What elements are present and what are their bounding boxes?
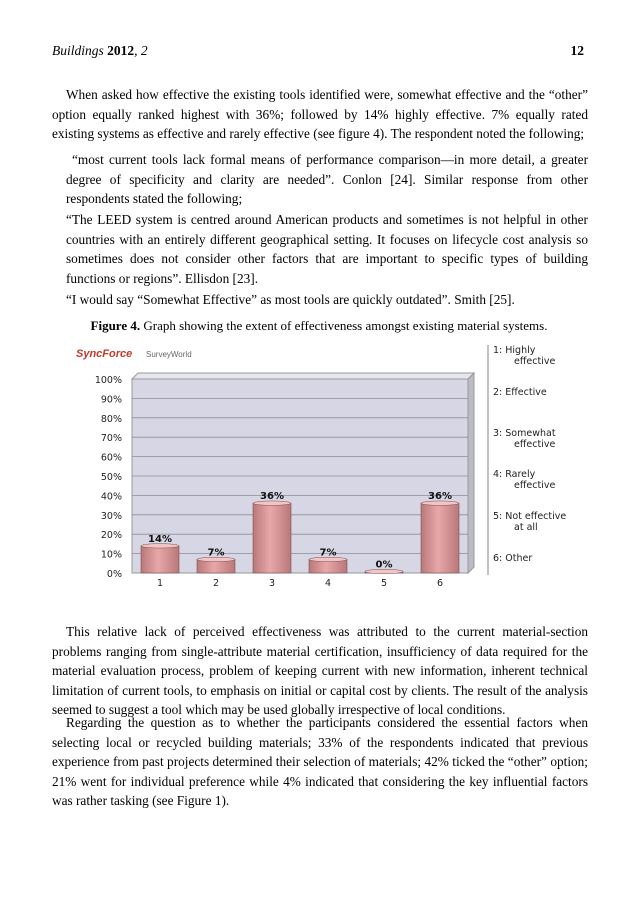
bar-3 (253, 503, 291, 573)
y-tick-label: 100% (94, 375, 122, 386)
data-label-1: 14% (148, 533, 172, 545)
paragraph-essential-factors: Regarding the question as to whether the participants considered the essential factors when selecting local or recycled building materials; 33% of the respondents indicated that previous experience from past projects determined their selection of materials; 42% ticked the “other” option; 21% went for individual preference while 4% indicated that considering the key influential factors was rather tasking (see Figure 1). (52, 715, 588, 809)
legend-entry-1: 1: Highly (493, 345, 536, 356)
plot-side-edge (468, 373, 474, 573)
legend-entry-6: 6: Other (493, 553, 533, 564)
journal-year: 2012 (107, 43, 135, 58)
legend-entry-3: effective (514, 439, 556, 450)
y-tick-label: 90% (100, 394, 122, 406)
legend-entry-1: effective (514, 356, 556, 367)
quote-smith: “I would say “Somewhat Effective” as most tools are quickly outdated”. Smith [25]. (66, 292, 515, 307)
y-tick-label: 40% (100, 491, 122, 503)
quote-conlon: “most current tools lack formal means of performance comparison—in more detail, a greater degree of specificity and clarity are needed”. Conlon [24]. Similar response from other respondents stated the following; (66, 152, 588, 207)
legend-entry-2: 2: Effective (493, 387, 547, 398)
page-number: 12 (570, 43, 584, 58)
bar-6 (421, 503, 459, 573)
bar-1 (141, 546, 179, 573)
journal-volume: , 2 (134, 43, 148, 58)
x-tick-label: 1 (156, 578, 164, 589)
figure-caption (0, 318, 638, 334)
logo-sub: SurveyWorld (146, 350, 192, 359)
y-tick-label: 80% (100, 413, 122, 425)
y-tick-label: 60% (100, 452, 122, 464)
x-tick-label: 2 (212, 578, 220, 589)
y-tick-label: 10% (100, 549, 122, 561)
y-tick-label: 50% (100, 472, 122, 483)
legend-entry-4: effective (514, 480, 556, 491)
plot-top-edge (132, 373, 474, 379)
legend-entry-5: 5: Not effective (493, 511, 567, 522)
x-tick-label: 5 (380, 578, 388, 589)
figure-label: Figure 4. (90, 318, 141, 333)
data-label-3: 36% (260, 491, 284, 503)
x-tick-label: 6 (436, 578, 444, 589)
y-tick-label: 70% (100, 433, 122, 445)
x-tick-label: 3 (268, 578, 276, 589)
y-tick-label: 0% (106, 569, 122, 580)
quote-ellisdon: “The LEED system is centred around American products and sometimes is not helpful in other countries with an entirely different geographical setting. It focuses on lifecycle cost analysis so sometimes does not consider other factors that are important to specific types of building functions or regions”. Ellisdon [23]. (66, 212, 588, 286)
figure-caption-text: Graph showing the extent of effectiveness amongst existing material systems. (140, 318, 548, 333)
data-label-2: 7% (207, 547, 225, 559)
y-tick-label: 30% (100, 510, 122, 522)
y-tick-label: 20% (100, 530, 122, 542)
data-label-6: 36% (428, 491, 452, 503)
plot-area (95, 373, 474, 589)
legend-entry-5: at all (514, 522, 538, 533)
legend-entry-4: 4: Rarely (493, 469, 536, 480)
journal-name: Buildings (52, 43, 104, 58)
effectiveness-bar-chart (66, 343, 586, 593)
logo-brand: SyncForce (76, 348, 133, 360)
paragraph-lack-of-effectiveness: This relative lack of perceived effectiveness was attributed to the current material-section problems ranging from single-attribute material certification, insufficiency of data required for the material evaluation process, problem of keeping current with new information, inherent technical limitation of current tools, to emphasis on initial or capital cost by clients. The result of the analysis seemed to suggest a tool which may be used globally irrespective of local conditions. (52, 624, 588, 718)
x-tick-label: 4 (324, 578, 332, 589)
running-header-journal (52, 43, 148, 59)
paragraph-effectiveness-intro: When asked how effective the existing tools identified were, somewhat effective and the “other” option equally ranked highest with 36%; followed by 14% highly effective. 7% equally rated existing systems as effective and rarely effective (see figure 4). The respondent noted the following; (52, 87, 588, 142)
chart-legend (488, 345, 566, 575)
data-label-4: 7% (319, 547, 337, 559)
legend-entry-3: 3: Somewhat (493, 428, 556, 439)
data-label-5: 0% (375, 559, 393, 571)
